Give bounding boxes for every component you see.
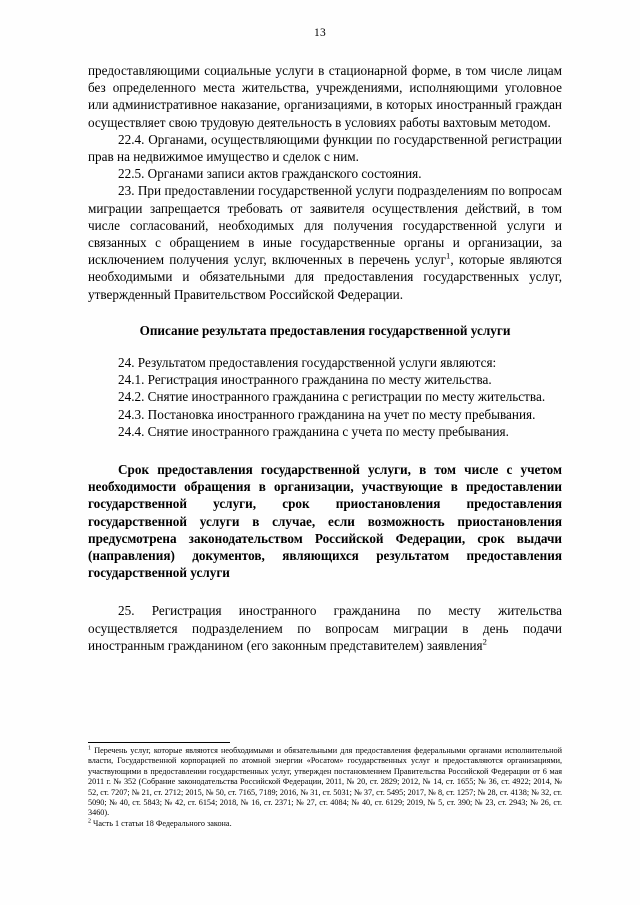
footnote-separator-rule [88,742,230,743]
spacer-before-paragraph-25 [88,581,562,602]
page-content [88,62,562,654]
footnote-1-text: Перечень услуг, которые являются необходимыми и обязательными для предоставления федеральными органами исполнительной власти, Государственной корпорацией по атомной энергии «Росатом» государственных услуг и предоставляются организациями, участвующими в предоставлении государственных услуг, утвержден постановлением Правительства Российской Федерации от 6 мая 2011 г. № 352 (Собрание законодательства Российской Федерации, 2011, № 20, ст. 2829; 2012, № 14, ст. 1655; № 36, ст. 4922; 2014, № 52, ст. 7207; № 21, ст. 2712; 2015, № 50, ст. 7165, 7189; 2016, № 31, ст. 5031; № 37, ст. 5495; 2017, № 8, ст. 1257; № 28, ст. 4138; № 32, ст. 5090; № 40, ст. 5843; № 42, ст. 6154; 2018, № 16, ст. 2371; № 27, ст. 4084; № 40, ст. 6129; 2019, № 5, ст. 390; № 23, ст. 2943; № 26, ст. 3460). [88,746,563,818]
footnote-reference-1[interactable]: 1 [446,250,451,261]
paragraph-24: 24. Результатом предоставления государственной услуги являются: [118,355,497,371]
paragraph-22-5: 22.5. Органами записи актов гражданского состояния. [118,166,422,182]
footnote-2-text: Часть 1 статьи 18 Федерального закона. [93,819,232,829]
footnote-2-marker: 2 [88,818,91,825]
paragraph-intro-continued: предоставляющими социальные услуги в стационарной форме, в том числе лицам без определенного места жительства, учреждениями, исполняющими уголовное или административное наказание, организациями, в которых иностранный граждан осуществляет свою трудовую деятельность в условиях работы вахтовым методом. [88,63,562,130]
paragraph-23-text-before-footnote: 23. При предоставлении государственной услуги подразделениям по вопросам миграции запрещается требовать от заявителя осуществления действий, в том числе согласований, необходимых для получения государственной услуги и связанных с обращением в иные государственные органы и организации, за исключением получения услуг, включенных в перечень услуг [88,183,562,268]
page-number: 13 [314,27,326,39]
paragraph-22-4: 22.4. Органами, осуществляющими функции по государственной регистрации прав на недвижимое имущество и сделок с ним. [88,131,562,165]
paragraph-23 [88,182,562,302]
spacer-before-bold-paragraph [88,440,562,461]
paragraph-24-1: 24.1. Регистрация иностранного гражданина по месту жительства. [118,372,492,388]
footnote-2 [88,819,562,829]
footnote-1-marker: 1 [88,745,91,752]
paragraph-24-2: 24.2. Снятие иностранного гражданина с регистрации по месту жительства. [118,389,546,405]
paragraph-25 [88,602,562,654]
section-heading-result-description: Описание результата предоставления государственной услуги [139,322,511,338]
footnotes-section [88,742,562,830]
paragraph-25-text: 25. Регистрация иностранного гражданина по месту жительства осуществляется подразделением по вопросам миграции в день подачи иностранным гражданином (его законным представителем) заявления [88,603,562,653]
spacer-before-heading [88,303,562,322]
footnote-1 [88,746,562,819]
paragraph-23-text-after-footnote: , которые являются необходимыми и обязательными для предоставления государственных услуг, утвержденный Правительством Российской Федерации. [88,252,562,302]
paragraph-24-4: 24.4. Снятие иностранного гражданина с учета по месту пребывания. [118,423,509,439]
footnote-reference-2[interactable]: 2 [482,636,487,647]
paragraph-service-term-heading: Срок предоставления государственной услуги, в том числе с учетом необходимости обращения в организации, участвующие в предоставлении государственной услуги, срок приостановления предоставления государственной услуги в случае, если возможность приостановления предусмотрена законодательством Российской Федерации, срок выдачи (направления) документов, являющихся результатом предоставления государственной услуги [88,462,562,581]
spacer-after-heading [88,339,562,354]
paragraph-24-3: 24.3. Постановка иностранного гражданина на учет по месту пребывания. [118,406,536,422]
